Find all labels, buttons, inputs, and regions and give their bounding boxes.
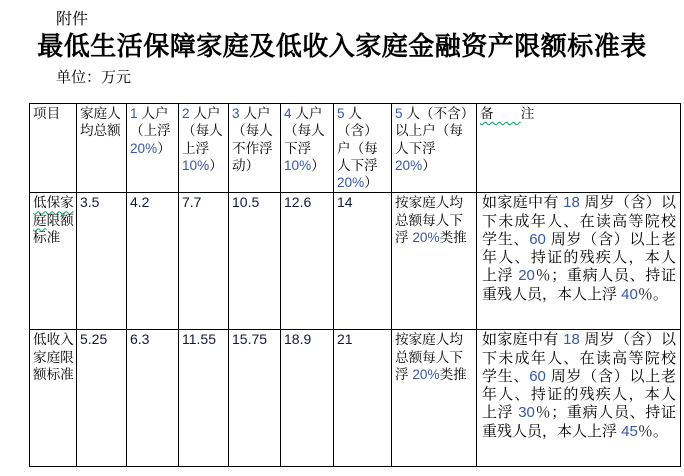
table-header-row xyxy=(30,104,681,193)
low-income-2-person-value: 11.55 xyxy=(179,330,229,467)
col-header-4-person-household: 4 人户（每人下浮 10%） xyxy=(281,104,334,193)
dibao-2-person-value: 7.7 xyxy=(179,193,229,330)
low-income-per-capita-value: 5.25 xyxy=(77,330,127,467)
dibao-over-5-rule: 按家庭人均总额每人下浮 20%类推 xyxy=(392,193,477,330)
low-income-remarks: 如家庭中有 18 周岁（含）以下未成年人、在读高等院校学生、60 周岁（含）以上老年人、持证的残疾人，本人上浮 30％；重病人员、持证重残人员，本人上浮 45％。 xyxy=(477,330,681,467)
col-header-family-per-capita-total: 家庭人均总额 xyxy=(77,104,127,193)
col-header-item: 项目 xyxy=(30,104,77,193)
dibao-5-person-value: 14 xyxy=(334,193,392,330)
low-income-over-5-rule: 按家庭人均总额每人下浮 20%类推 xyxy=(392,330,477,467)
col-header-remarks: 备 注 xyxy=(477,104,681,193)
table-row-dibao xyxy=(30,193,681,330)
low-income-3-person-value: 15.75 xyxy=(229,330,281,467)
dibao-1-person-value: 4.2 xyxy=(127,193,179,330)
dibao-per-capita-value: 3.5 xyxy=(77,193,127,330)
col-header-5-person-inclusive-household: 5 人（含）户（每人下浮 20%） xyxy=(334,104,392,193)
dibao-remarks: 如家庭中有 18 周岁（含）以下未成年人、在读高等院校学生、60 周岁（含）以上老年人、持证的残疾人，本人上浮 20％；重病人员、持证重残人员，本人上浮 40％。 xyxy=(477,193,681,330)
col-header-2-person-household: 2 人户（每人上浮 10%） xyxy=(179,104,229,193)
dibao-3-person-value: 10.5 xyxy=(229,193,281,330)
unit-label: 单位：万元 xyxy=(56,69,132,86)
dibao-4-person-value: 12.6 xyxy=(281,193,334,330)
attachment-label: 附件 xyxy=(56,11,89,28)
low-income-4-person-value: 18.9 xyxy=(281,330,334,467)
col-header-over-5-person-household: 5 人（不含）以上户（每人下浮 20%） xyxy=(392,104,477,193)
dibao-row-label: 低保家庭限额标准 xyxy=(30,193,77,330)
col-header-3-person-household: 3 人户（每人不作浮动） xyxy=(229,104,281,193)
low-income-1-person-value: 6.3 xyxy=(127,330,179,467)
asset-limit-table xyxy=(29,103,681,467)
low-income-row-label: 低收入家庭限额标准 xyxy=(30,330,77,467)
page-title: 最低生活保障家庭及低收入家庭金融资产限额标准表 xyxy=(37,31,647,61)
table-row-low-income xyxy=(30,330,681,467)
low-income-5-person-value: 21 xyxy=(334,330,392,467)
col-header-1-person-household: 1 人户（上浮 20%） xyxy=(127,104,179,193)
